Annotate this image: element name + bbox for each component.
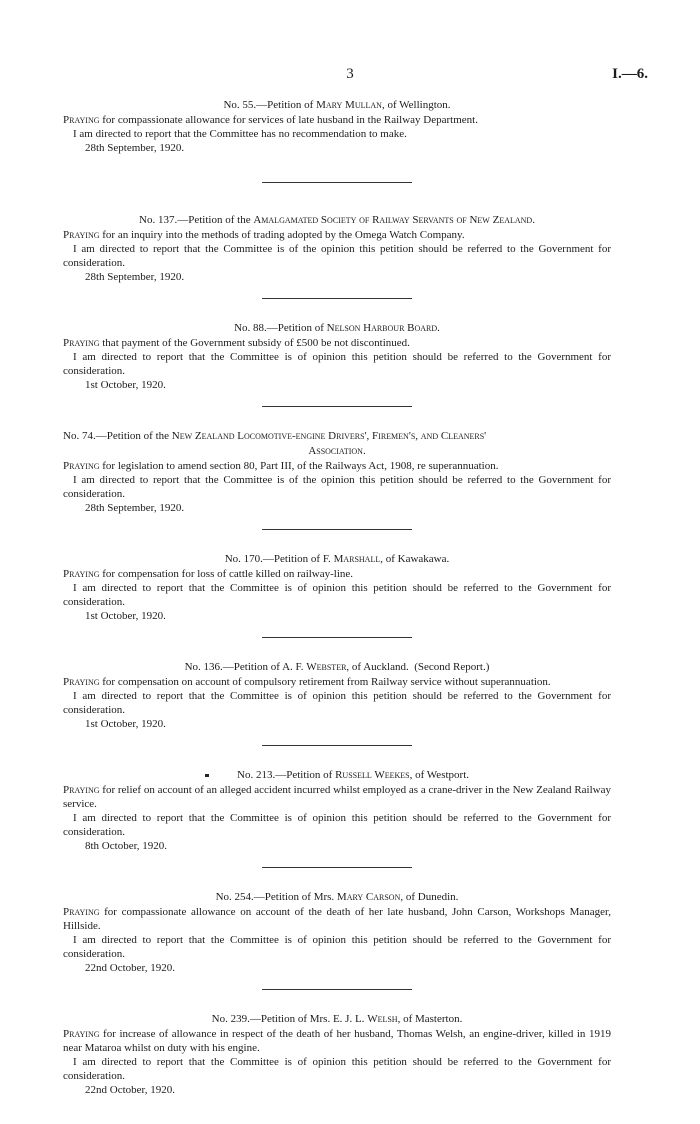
petitioner-location: , of Auckland. [346, 661, 409, 673]
petitioner-prefix: Mrs. [313, 891, 337, 903]
petitioner-location: , of Masterton. [397, 1013, 463, 1025]
report-paragraph: I am directed to report that the Committee is of opinion this petition should be referred to the Government for consideration. [63, 582, 611, 608]
petition-number: No. 254. [215, 891, 254, 903]
report-date: 22nd October, 1920. [85, 962, 175, 974]
report-paragraph: I am directed to report that the Committee is of opinion this petition should be referred to the Government for consideration. [63, 1056, 611, 1082]
petition-number: No. 74. [63, 430, 96, 442]
report-date: 8th October, 1920. [85, 840, 168, 852]
petition-number: No. 137. [139, 214, 178, 226]
petitioner-prefix: the [155, 430, 172, 442]
bullet-mark [205, 774, 209, 777]
petitioner-prefix: F. [322, 553, 334, 565]
series-code: I.—6. [612, 66, 648, 82]
petition-number: No. 88. [234, 322, 267, 334]
report-paragraph: I am directed to report that the Committee is of opinion this petition should be referred to the Government for consideration. [63, 812, 611, 838]
petition-entry [63, 321, 611, 392]
praying-paragraph: Praying for compensation on account of compulsory retirement from Railway service without superannuation. [63, 676, 551, 688]
petitioner-name: Russell Weekes [335, 769, 410, 781]
petitioner-name: Mary Carson [336, 891, 401, 903]
petitioner-location: , of Westport. [409, 769, 469, 781]
petition-heading: No. 136.—Petition of A. F. Webster, of Auckland. (Second Report.) [184, 661, 490, 673]
petitioner-location: , of Kawakawa. [380, 553, 450, 565]
report-date: 28th September, 1920. [85, 271, 185, 283]
petitioner-name: Webster [306, 661, 347, 673]
petition-heading: No. 74.—Petition of the New Zealand Locomotive-engine Drivers', Firemen's, and Cleaners' [63, 430, 487, 442]
praying-paragraph: Praying for compensation for loss of cattle killed on railway-line. [63, 568, 354, 580]
report-date: 1st October, 1920. [85, 610, 166, 622]
petition-entry [63, 213, 611, 284]
petition-heading: No. 137.—Petition of the Amalgamated Society of Railway Servants of New Zealand. [139, 214, 535, 226]
praying-paragraph: Praying for an inquiry into the methods of trading adopted by the Omega Watch Company. [63, 229, 465, 241]
report-paragraph: I am directed to report that the Committee is of the opinion this petition should be referred to the Government for consideration. [63, 243, 611, 269]
petition-note: (Second Report.) [414, 661, 490, 673]
report-date: 22nd October, 1920. [85, 1084, 175, 1096]
petition-heading: No. 88.—Petition of Nelson Harbour Board. [234, 322, 440, 334]
petitioner-name-continued: Association. [308, 445, 366, 457]
petition-number: No. 170. [224, 553, 263, 565]
section-divider [262, 298, 412, 299]
petition-list [63, 98, 611, 1097]
petition-heading: No. 170.—Petition of F. Marshall, of Kawakawa. [224, 553, 450, 565]
petition-number: No. 239. [211, 1013, 250, 1025]
petition-entry [63, 1012, 611, 1097]
petition-number: No. 136. [184, 661, 223, 673]
petition-entry [63, 429, 611, 515]
petitioner-prefix: the [237, 214, 254, 226]
petition-entry [63, 890, 611, 975]
report-paragraph: I am directed to report that the Committee is of opinion this petition should be referred to the Government for consideration. [63, 351, 611, 377]
petition-heading: No. 55.—Petition of Mary Mullan, of Wellington. [223, 99, 451, 111]
section-divider [262, 182, 412, 183]
petitioner-name: Nelson Harbour Board [326, 322, 438, 334]
praying-paragraph: Praying for legislation to amend section 80, Part III, of the Railways Act, 1908, re superannuation. [63, 460, 499, 472]
petitioner-prefix: A. F. [282, 661, 307, 673]
petition-entry [63, 552, 611, 623]
petition-number: No. 55. [223, 99, 257, 111]
praying-paragraph: Praying for relief on account of an alleged accident incurred whilst employed as a crane-driver in the New Zealand Railway service. [63, 784, 611, 810]
page-number: 3 [346, 66, 354, 82]
petitioner-name: Welsh [367, 1013, 398, 1025]
petitioner-name: Amalgamated Society of Railway Servants of New Zealand [253, 214, 533, 226]
petitioner-location: . [437, 322, 440, 334]
petitioner-name: Mary Mullan [316, 99, 382, 111]
petitioner-location: , of Dunedin. [400, 891, 459, 903]
petition-heading: No. 254.—Petition of Mrs. Mary Carson, of Dunedin. [215, 891, 459, 903]
petition-heading: No. 213.—Petition of Russell Weekes, of Westport. [63, 768, 611, 783]
report-date: 1st October, 1920. [85, 379, 166, 391]
report-date: 1st October, 1920. [85, 718, 166, 730]
praying-paragraph: Praying for compassionate allowance for services of late husband in the Railway Department. [63, 114, 478, 126]
report-paragraph: I am directed to report that the Committee has no recommendation to make. [73, 128, 407, 140]
petition-entry [63, 768, 611, 853]
petitioner-prefix: Mrs. E. J. L. [309, 1013, 368, 1025]
petitioner-name: New Zealand Locomotive-engine Drivers', Firemen's, and Cleaners' [171, 430, 487, 442]
section-divider [262, 745, 412, 746]
report-date: 28th September, 1920. [85, 502, 185, 514]
section-divider [262, 637, 412, 638]
section-divider [262, 529, 412, 530]
praying-paragraph: Praying that payment of the Government subsidy of £500 be not discontinued. [63, 337, 410, 349]
praying-paragraph: Praying for compassionate allowance on account of the death of her late husband, John Carson, Workshops Manager, Hillside. [63, 906, 611, 932]
report-paragraph: I am directed to report that the Committee is of the opinion this petition should be referred to the Government for consideration. [63, 474, 611, 500]
petitioner-name: Marshall [333, 553, 381, 565]
praying-paragraph: Praying for increase of allowance in respect of the death of her husband, Thomas Welsh, an engine-driver, killed in 1919 near Mataroa whilst on duty with his engine. [63, 1028, 611, 1054]
section-divider [262, 406, 412, 407]
section-divider [262, 989, 412, 990]
petition-entry [63, 98, 611, 155]
petitioner-location: , of Wellington. [381, 99, 451, 111]
report-date: 28th September, 1920. [85, 142, 185, 154]
report-paragraph: I am directed to report that the Committee is of opinion this petition should be referred to the Government for consideration. [63, 690, 611, 716]
report-paragraph: I am directed to report that the Committee is of opinion this petition should be referred to the Government for consideration. [63, 934, 611, 960]
petitioner-location: . [532, 214, 535, 226]
petition-number: No. 213. [237, 769, 276, 781]
petition-entry [63, 660, 611, 731]
petition-heading: No. 239.—Petition of Mrs. E. J. L. Welsh, of Masterton. [211, 1013, 463, 1025]
section-divider [262, 867, 412, 868]
